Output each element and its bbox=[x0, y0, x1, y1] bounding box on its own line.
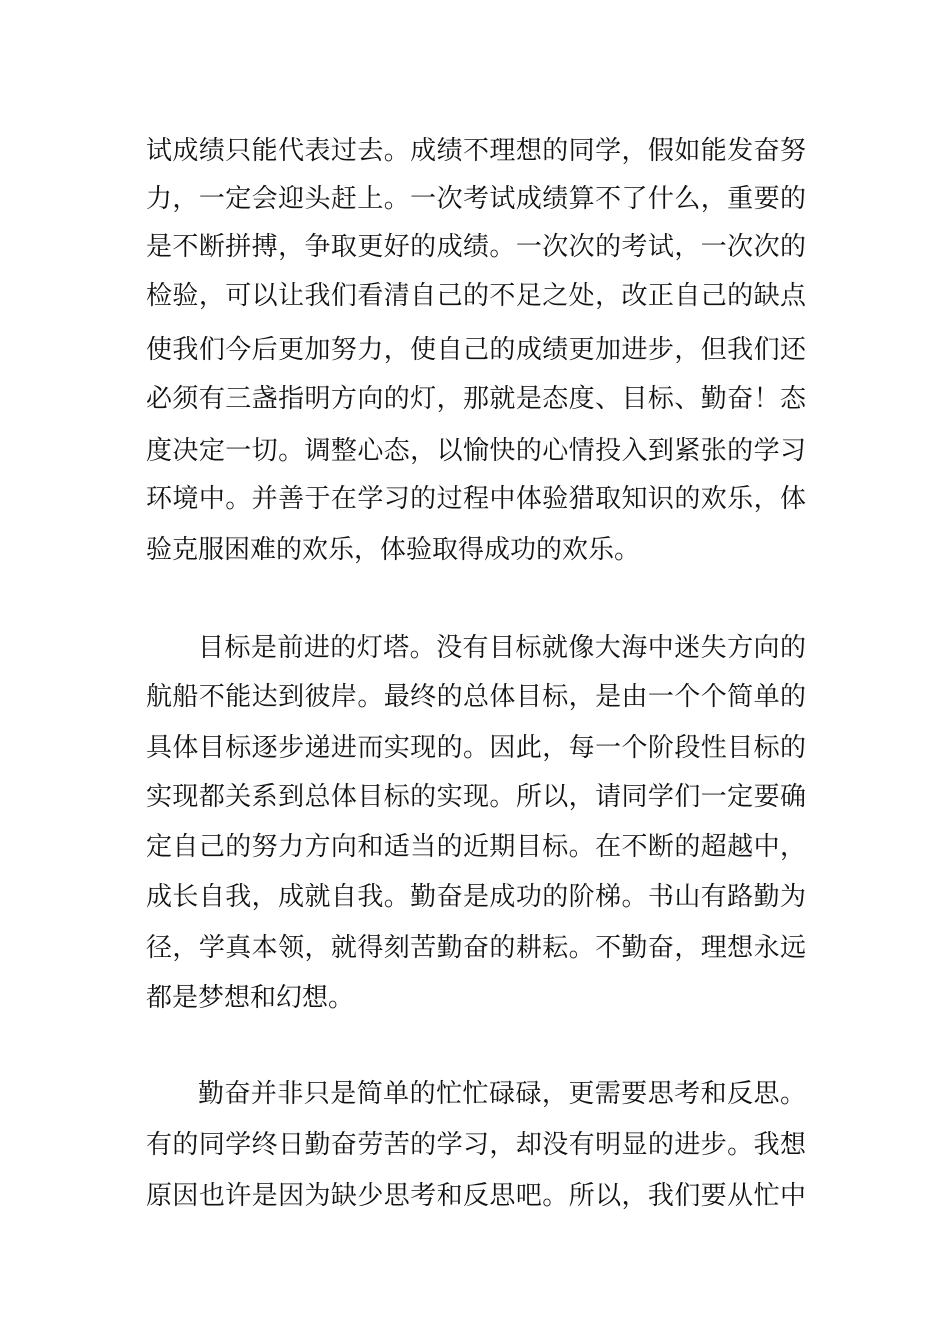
text-line: 验克服困难的欢乐，体验取得成功的欢乐。 bbox=[146, 535, 641, 565]
text-line: 定自己的努力方向和适当的近期目标。在不断的超越中， bbox=[146, 832, 806, 862]
text-line: 试成绩只能代表过去。成绩不理想的同学，假如能发奋努 bbox=[146, 136, 806, 166]
text-line: 力，一定会迎头赶上。一次考试成绩算不了什么，重要的 bbox=[146, 184, 806, 214]
text-line: 原因也许是因为缺少思考和反思吧。所以，我们要从忙中 bbox=[146, 1181, 806, 1211]
text-line: 具体目标逐步递进而实现的。因此，每一个阶段性目标的 bbox=[146, 733, 806, 763]
text-line: 实现都关系到总体目标的实现。所以，请同学们一定要确 bbox=[146, 782, 806, 812]
text-line: 径，学真本领，就得刻苦勤奋的耕耘。不勤奋，理想永远 bbox=[146, 933, 806, 963]
text-line: 勤奋并非只是简单的忙忙碌碌，更需要思考和反思。 bbox=[198, 1079, 806, 1109]
text-line: 目标是前进的灯塔。没有目标就像大海中迷失方向的 bbox=[198, 633, 806, 663]
text-line: 都是梦想和幻想。 bbox=[146, 983, 355, 1013]
text-line: 航船不能达到彼岸。最终的总体目标，是由一个个简单的 bbox=[146, 682, 806, 712]
text-line: 使我们今后更加努力，使自己的成绩更加进步，但我们还 bbox=[146, 335, 806, 365]
text-line: 是不断拼搏，争取更好的成绩。一次次的考试，一次次的 bbox=[146, 232, 806, 262]
text-line: 有的同学终日勤奋劳苦的学习，却没有明显的进步。我想 bbox=[146, 1130, 806, 1160]
text-line: 度决定一切。调整心态，以愉快的心情投入到紧张的学习 bbox=[146, 436, 806, 466]
text-line: 成长自我，成就自我。勤奋是成功的阶梯。书山有路勤为 bbox=[146, 882, 806, 912]
text-line: 必须有三盏指明方向的灯，那就是态度、目标、勤奋！态 bbox=[146, 384, 806, 414]
text-line: 环境中。并善于在学习的过程中体验猎取知识的欢乐，体 bbox=[146, 484, 806, 514]
text-line: 检验，可以让我们看清自己的不足之处，改正自己的缺点 bbox=[146, 281, 806, 311]
